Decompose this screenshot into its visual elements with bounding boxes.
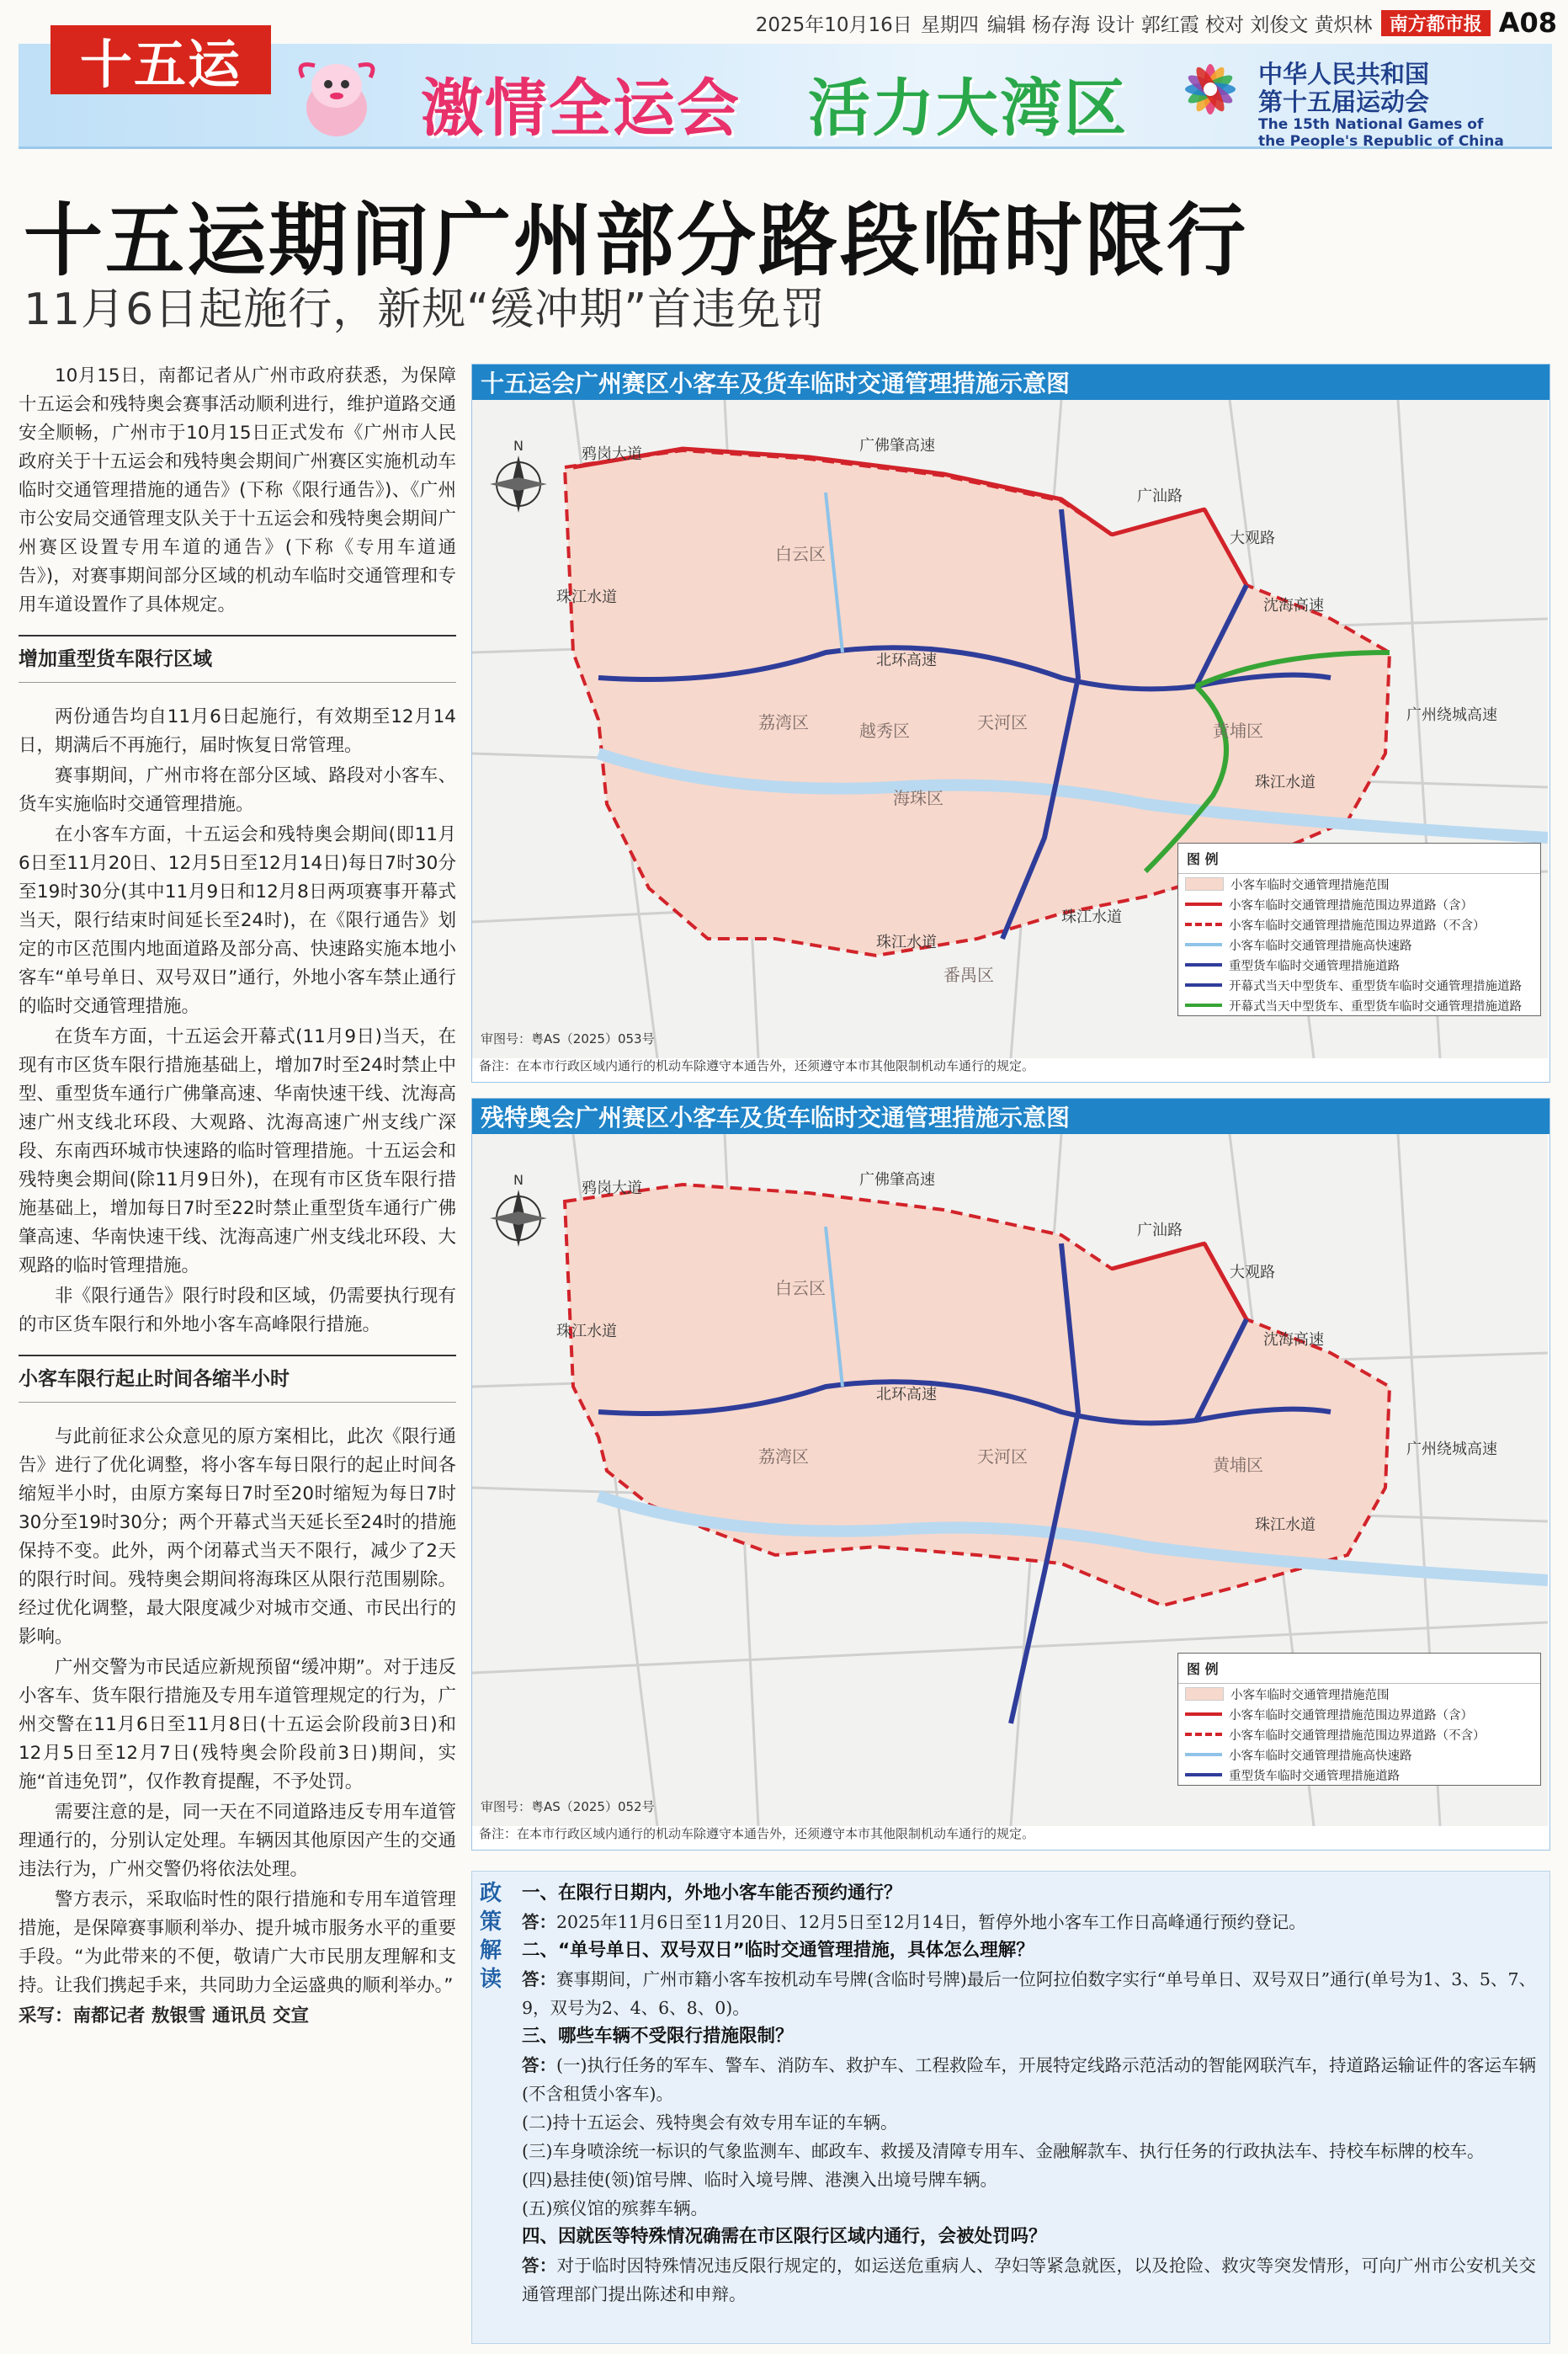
answer-text: 赛事期间，广州市籍小客车按机动车号牌(含临时号牌)最后一位阿拉伯数字实行“单号单日、双号双日”通行(单号为1、3、5、7、9，双号为2、4、6、8、0)。 [522, 1969, 1536, 2018]
issue-weekday: 星期四 [920, 13, 979, 36]
answer-label: 答： [522, 2255, 557, 2276]
article-paragraph: 与此前征求公众意见的原方案相比，此次《限行通告》进行了优化调整，将小客车每日限行的起止时间各缩短半小时，由原方案每日7时至20时缩短为每日7时30分至19时30分；两个开幕式当天延长至24时的措施保持不变。此外，两个闭幕式当天不限行，减少了2天的限行时间。残特奥会期间将海珠区从限行范围剔除。经过优化调整，最大限度减少对城市交通、市民出行的影响。 [19, 1426, 456, 1648]
faq-answer [522, 2051, 1536, 2108]
paper-name: 南方都市报 [1381, 10, 1491, 36]
road-label: 广州绕城高速 [1406, 1441, 1497, 1458]
slogan-right: 活力大湾区 [808, 72, 1128, 145]
page-number: A08 [1498, 7, 1557, 39]
slogan-left: 激情全运会 [421, 72, 741, 145]
games-name [1258, 61, 1504, 150]
article-paragraph: 赛事期间，广州市将在部分区域、路段对小客车、货车实施临时交通管理措施。 [19, 765, 456, 815]
district-label: 越秀区 [859, 721, 910, 741]
legend-label: 小客车临时交通管理措施范围边界道路（含） [1229, 1708, 1473, 1723]
district-label: 天河区 [977, 1446, 1028, 1467]
map-panel-national-games [471, 364, 1550, 1083]
road-label: 沈海高速 [1263, 1331, 1324, 1349]
faq-tag: 政策解读 [479, 1881, 502, 1992]
road-label: 广汕路 [1137, 1222, 1183, 1239]
legend-label: 小客车临时交通管理措施高快速路 [1229, 1749, 1412, 1763]
section-logo: 十五运 [50, 25, 271, 94]
legend-row [1178, 1704, 1540, 1724]
legend-row [1178, 894, 1540, 914]
faq-answer: (五)殡仪馆的殡葬车辆。 [522, 2198, 708, 2218]
legend-label: 小客车临时交通管理措施范围边界道路（不含） [1229, 919, 1486, 933]
district-label: 番禺区 [943, 965, 994, 985]
map-audit-number: 审图号：粤AS（2025）053号 [481, 1031, 655, 1047]
faq-question: 二、“单号单日、双号双日”临时交通管理措施，具体怎么理解？ [522, 1940, 1034, 1961]
road-label: 广佛肇高速 [859, 1171, 935, 1189]
legend-row [1178, 1684, 1540, 1704]
games-name-cn-line2: 第十五届运动会 [1258, 88, 1430, 116]
games-name-en-line2: the People's Republic of China [1258, 133, 1504, 150]
faq-body [522, 1879, 1536, 2309]
legend-label: 重型货车临时交通管理措施道路 [1229, 1769, 1400, 1783]
road-label: 珠江水道 [1255, 774, 1316, 791]
road-label: 大观路 [1230, 1264, 1275, 1281]
road-label: 北环高速 [876, 652, 937, 669]
legend-row [1178, 914, 1540, 935]
issue-date: 2025年10月16日 [755, 13, 912, 36]
road-label: 广州绕城高速 [1406, 706, 1497, 724]
subheadline: 11月6日起施行，新规“缓冲期”首违免罚 [24, 285, 827, 335]
byline: 采写：南都记者 敖银雪 通讯员 交宣 [19, 2005, 309, 2026]
article-paragraph: 在货车方面，十五运会开幕式(11月9日)当天，在现有市区货车限行措施基础上，增加7时至24时禁止中型、重型货车通行广佛肇高速、华南快速干线、沈海高速广州支线北环段、大观路、沈海高速广州支线广深段、东南西环城市快速路的临时管理措施。十五运会和残特奥会期间(除11月9日外)，在现有市区货车限行措施基础上，增加每日7时至22时禁止重型货车通行广佛肇高速、华南快速干线、沈海高速广州支线北环段、大观路的临时管理措施。 [19, 1026, 456, 1276]
district-label: 天河区 [977, 712, 1028, 732]
legend-label: 小客车临时交通管理措施范围 [1230, 878, 1390, 892]
district-label: 海珠区 [893, 788, 943, 808]
district-label: 荔湾区 [758, 712, 809, 732]
faq-answer: (二)持十五运会、残特奥会有效专用车证的车辆。 [522, 2112, 898, 2133]
legend-row [1178, 1724, 1540, 1744]
legend-row [1178, 935, 1540, 955]
map-title: 十五运会广州赛区小客车及货车临时交通管理措施示意图 [472, 365, 1549, 400]
legend-row [1178, 1765, 1540, 1785]
road-label: 广汕路 [1137, 487, 1183, 505]
district-label: 黄埔区 [1213, 1455, 1263, 1475]
map-legend [1177, 843, 1541, 1016]
article-paragraph: 两份通告均自11月6日起施行，有效期至12月14日，期满后不再施行，届时恢复日常管理。 [19, 706, 456, 756]
faq-answer [522, 1965, 1536, 2022]
road-label: 大观路 [1230, 530, 1275, 547]
answer-label: 答： [522, 1969, 557, 1989]
district-label: 荔湾区 [758, 1446, 809, 1467]
map-title: 残特奥会广州赛区小客车及货车临时交通管理措施示意图 [472, 1099, 1549, 1134]
headline: 十五运期间广州部分路段临时限行 [24, 195, 1249, 287]
road-label: 珠江水道 [556, 588, 617, 606]
legend-label: 小客车临时交通管理措施范围边界道路（不含） [1229, 1728, 1486, 1743]
district-label: 黄埔区 [1213, 721, 1263, 741]
road-label: 广佛肇高速 [859, 437, 935, 455]
road-label: 沈海高速 [1263, 597, 1324, 615]
article-paragraph: 需要注意的是，同一天在不同道路违反专用车道管理通行的，分别认定处理。车辆因其他原因产生的交通违法行为，广州交警仍将依法处理。 [19, 1802, 456, 1880]
map-legend [1177, 1653, 1541, 1786]
mascot-icon [286, 52, 387, 143]
article-paragraph: 非《限行通告》限行时段和区域，仍需要执行现有的市区货车限行和外地小客车高峰限行措施。 [19, 1286, 456, 1335]
legend-row [1178, 955, 1540, 975]
article-paragraph: 广州交警为市民适应新规预留“缓冲期”。对于违反小客车、货车限行措施及专用车道管理规定的行为，广州交警在11月6日至11月8日(十五运会阶段前3日)和12月5日至12月7日(残特奥会阶段前3日)期间，实施“首违免罚”，仅作教育提醒，不予处罚。 [19, 1657, 456, 1792]
faq-answer: (三)车身喷涂统一标识的气象监测车、邮政车、救援及清障专用车、金融解款车、执行任务的行政执法车、持校车标牌的校车。 [522, 2141, 1485, 2161]
legend-row [1178, 975, 1540, 995]
road-label: 珠江水道 [1255, 1516, 1316, 1534]
legend-label: 重型货车临时交通管理措施道路 [1229, 959, 1400, 973]
district-label: 白云区 [775, 1278, 826, 1298]
road-label: 珠江水道 [876, 934, 937, 951]
faq-answer [522, 1908, 1536, 1936]
legend-row [1178, 1744, 1540, 1765]
legend-label: 小客车临时交通管理措施范围 [1230, 1688, 1390, 1702]
map-panel-paralympic-games [471, 1098, 1550, 1851]
legend-label: 小客车临时交通管理措施高快速路 [1229, 939, 1412, 953]
article-body [19, 362, 456, 2032]
legend-title: 图 例 [1178, 844, 1540, 874]
faq-answer: (四)悬挂使(领)馆号牌、临时入境号牌、港澳入出境号牌车辆。 [522, 2170, 997, 2190]
district-label: 白云区 [775, 544, 826, 564]
faq-answer [522, 2251, 1536, 2309]
legend-row [1178, 995, 1540, 1015]
article-paragraph: 警方表示，采取临时性的限行措施和专用车道管理措施，是保障赛事顺利举办、提升城市服务水平的重要手段。“为此带来的不便，敬请广大市民朋友理解和支持。让我们携起手来，共同助力全运盛典的顺利举办。” [19, 1889, 456, 1996]
games-name-cn-line1: 中华人民共和国 [1258, 60, 1430, 88]
article-subheading: 增加重型货车限行区域 [19, 635, 456, 683]
article-paragraph: 10月15日，南都记者从广州市政府获悉，为保障十五运会和残特奥会赛事活动顺利进行，维护道路交通安全顺畅，广州市于10月15日正式发布《广州市人民政府关于十五运会和残特奥会期间广州赛区实施机动车临时交通管理措施的通告》(下称《限行通告》)、《广州市公安局交通管理支队关于十五运会和残特奥会期间广州赛区设置专用车道的通告》(下称《专用车道通告》)，对赛事期间部分区域的机动车临时交通管理和专用车道设置作了具体规定。 [19, 365, 456, 615]
map-note: 备注：在本市行政区域内通行的机动车除遵守本通告外，还须遵守本市其他限制机动车通行的规定。 [479, 1058, 1035, 1073]
article-paragraph: 在小客车方面，十五运会和残特奥会期间(即11月6日至11月20日、12月5日至12月14日)每日7时30分至19时30分(其中11月9日和12月8日两项赛事开幕式当天，限行结束时间延长至24时)，在《限行通告》划定的市区范围内地面道路及部分高、快速路实施本地小客车“单号单日、双号双日”通行，外地小客车禁止通行的临时交通管理措施。 [19, 824, 456, 1017]
games-name-en-line1: The 15th National Games of [1258, 116, 1484, 133]
answer-text: 对于临时因特殊情况违反限行规定的，如运送危重病人、孕妇等紧急就医，以及抢险、救灾等突发情形，可向广州市公安机关交通管理部门提出陈述和申辩。 [522, 2255, 1536, 2304]
svg-text:N: N [513, 438, 524, 454]
faq-question: 三、哪些车辆不受限行措施限制？ [522, 2026, 794, 2047]
article-subheading: 小客车限行起止时间各缩半小时 [19, 1355, 456, 1403]
map-note: 备注：在本市行政区域内通行的机动车除遵守本通告外，还须遵守本市其他限制机动车通行的规定。 [479, 1826, 1035, 1841]
legend-label: 开幕式当天中型货车、重型货车临时交通管理措施道路 [1229, 999, 1522, 1014]
legend-label: 小客车临时交通管理措施范围边界道路（含） [1229, 898, 1473, 913]
svg-text:N: N [513, 1172, 524, 1188]
map-audit-number: 审图号：粤AS（2025）052号 [481, 1799, 655, 1814]
faq-question: 一、在限行日期内，外地小客车能否预约通行？ [522, 1883, 902, 1904]
answer-label: 答： [522, 1912, 556, 1932]
answer-text: (一)执行任务的军车、警车、消防车、救护车、工程救险车，开展特定线路示范活动的智能网联汽车，持道路运输证件的客运车辆(不含租赁小客车)。 [522, 2055, 1536, 2104]
faq-question: 四、因就医等特殊情况确需在市区限行区域内通行，会被处罚吗？ [522, 2226, 1047, 2247]
legend-row [1178, 874, 1540, 894]
games-emblem-icon [1170, 52, 1251, 136]
road-label: 鸦岗大道 [582, 445, 642, 463]
legend-label: 开幕式当天中型货车、重型货车临时交通管理措施道路 [1229, 979, 1522, 993]
answer-text: 2025年11月6日至11月20日、12月5日至12月14日，暂停外地小客车工作日高峰通行预约登记。 [556, 1912, 1306, 1932]
road-label: 珠江水道 [556, 1323, 617, 1340]
editor-credits: 编辑 杨存海 设计 郭红霞 校对 刘俊文 黄炽林 [986, 13, 1373, 36]
legend-title: 图 例 [1178, 1654, 1540, 1684]
road-label: 鸦岗大道 [582, 1180, 642, 1197]
page-info-line [278, 8, 1557, 37]
road-label: 北环高速 [876, 1386, 937, 1403]
road-label: 珠江水道 [1061, 908, 1122, 926]
answer-label: 答： [522, 2055, 556, 2075]
